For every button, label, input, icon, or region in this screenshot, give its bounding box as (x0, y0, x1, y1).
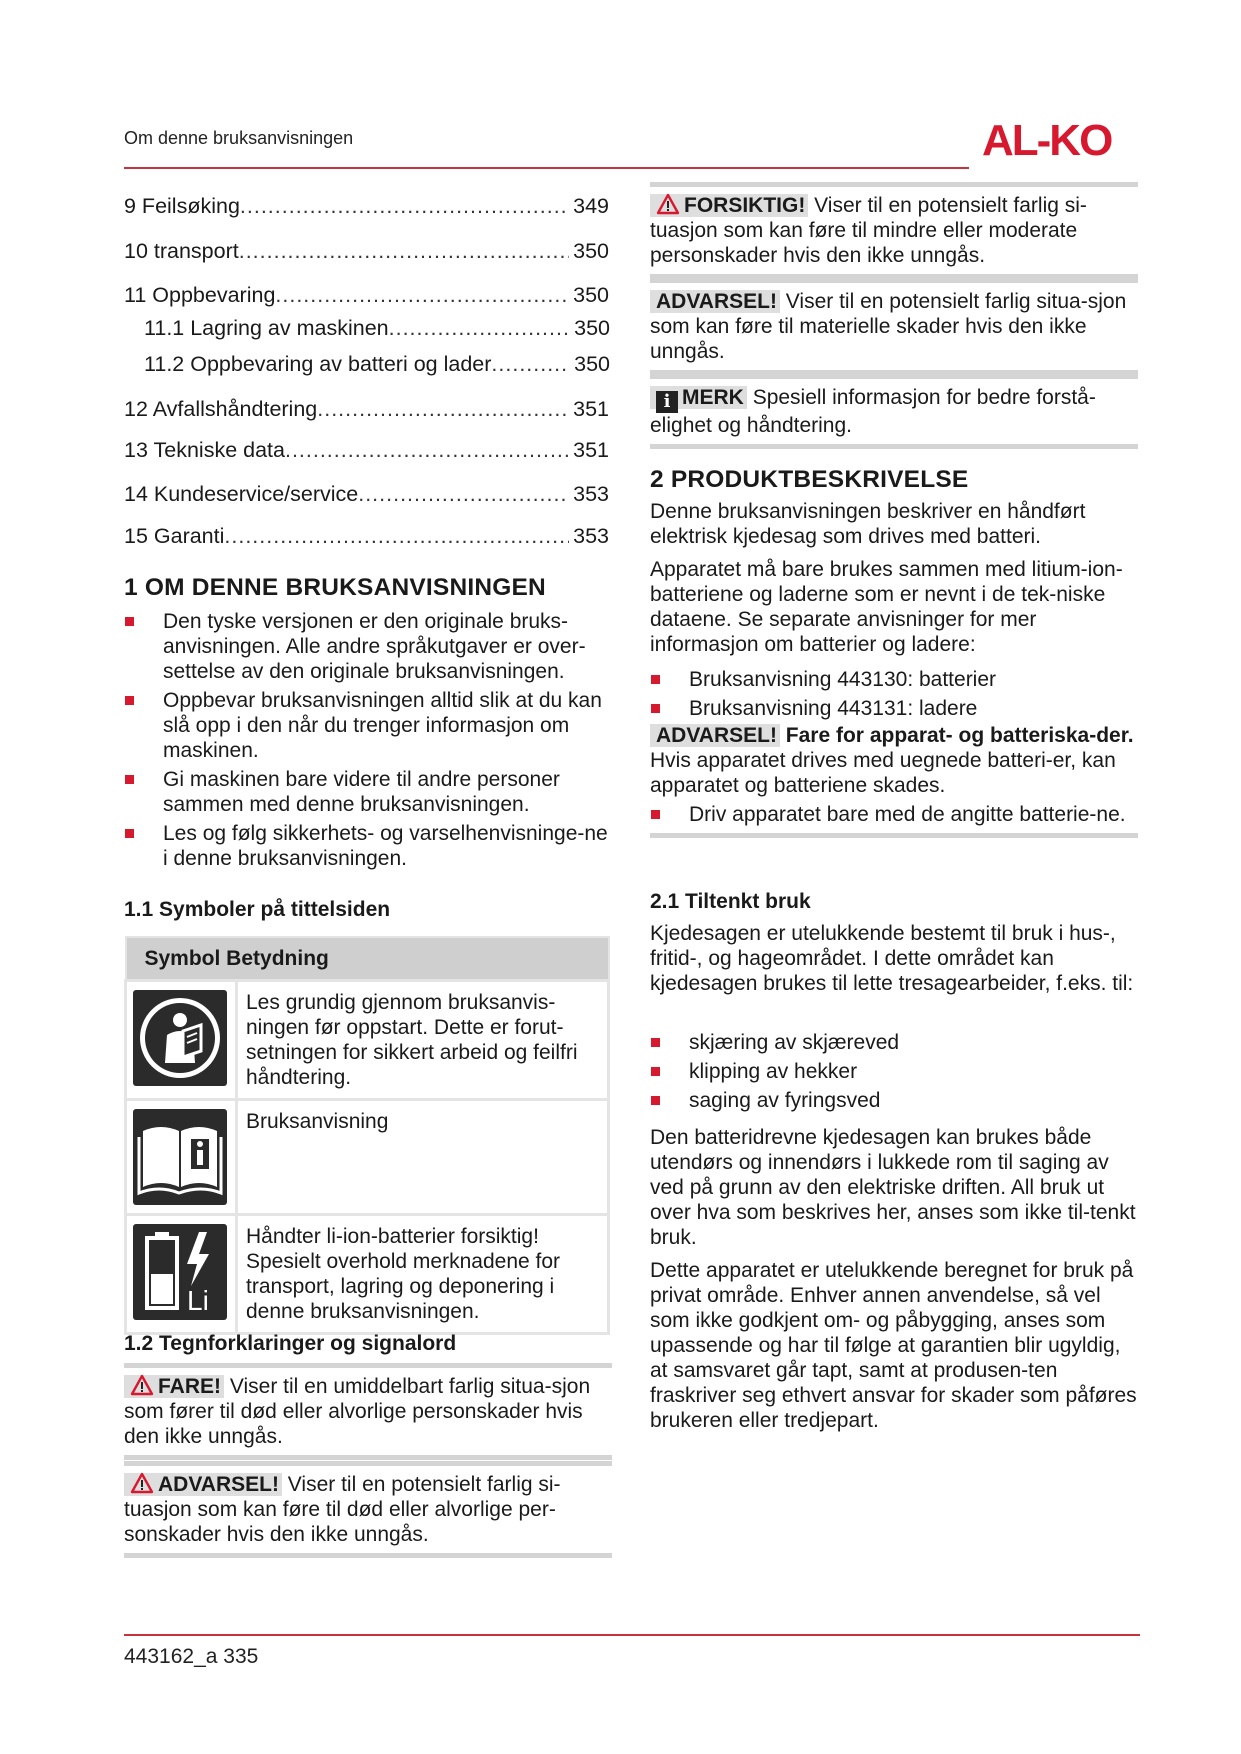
section-heading: 1 OM DENNE BRUKSANVISNINGEN (124, 574, 546, 601)
table-row (126, 1215, 609, 1334)
brand-logo: AL-KO (982, 116, 1112, 165)
toc-entry[interactable]: 12 Avfallshåndtering ..... 351 (124, 397, 609, 422)
toc-subentry[interactable]: 11.1 Lagring av maskinen ..... 350 (144, 316, 610, 341)
paragraph: Den batteridrevne kjedesagen kan brukes både utendørs og innendørs i lukkede rom til saging av ved på grunn av den elektriske driften. All bruk ut over hva som beskrives her, anses som ikke til-tenkt bruk. (650, 1126, 1136, 1249)
footer-rule (124, 1634, 1140, 1636)
list-item: Gi maskinen bare videre til andre personer sammen med denne bruksanvisningen. (124, 767, 614, 817)
warning-triangle-icon (130, 1374, 154, 1396)
list-item: klipping av hekker (650, 1059, 1138, 1084)
subsection-heading: 1.1 Symboler på tittelsiden (124, 898, 391, 921)
section-heading: 2 PRODUKTBESKRIVELSE (650, 466, 969, 493)
table-row (126, 1100, 609, 1215)
toc-entry[interactable]: 13 Tekniske data ..... 351 (124, 438, 609, 463)
use-list (650, 1030, 1138, 1117)
page-header-title: Om denne bruksanvisningen (124, 128, 354, 148)
warning-triangle-icon (656, 193, 680, 215)
subsection-heading: 1.2 Tegnforklaringer og signalord (124, 1332, 457, 1355)
toc-entry[interactable]: 10 transport ..... 350 (124, 239, 609, 264)
toc-subentry[interactable]: 11.2 Oppbevaring av batteri og lader ..... 350 (144, 352, 610, 377)
intro-bullet-list (124, 609, 614, 875)
list-item: Les og følg sikkerhets- og varselhenvisninge-ne i denne bruksanvisningen. (124, 821, 614, 871)
paragraph: Kjedesagen er utelukkende bestemt til bruk i hus-, fritid-, og hageområdet. I dette området kan kjedesagen brukes til lette tresagearbeider, f.eks. til: (650, 922, 1134, 995)
list-item: Oppbevar bruksanvisningen alltid slik at du kan slå opp i den når du trenger informasjon om maskinen. (124, 688, 614, 763)
li-ion-battery-icon (133, 1224, 227, 1320)
list-item: Den tyske versjonen er den originale bruks-anvisningen. Alle andre språkutgaver er over-settelse av den originale bruksanvisningen. (124, 609, 614, 684)
paragraph: Denne bruksanvisningen beskriver en håndført elektrisk kjedesag som drives med batteri. (650, 500, 1086, 548)
toc-entry[interactable]: 11 Oppbevaring ..... 350 (124, 283, 609, 308)
notice-advarsel: ADVARSEL! Fare for apparat- og batteriska-der. Hvis apparatet drives med uegnede batteri-er, kan apparatet og batteriene skades. Driv apparatet bare med de angitte batterie-ne. (650, 723, 1138, 838)
paragraph: Apparatet må bare brukes sammen med litium-ion-batteriene og laderne som er nevnt i de tek-niske dataene. Se separate anvisninger for mer informasjon om batterier og ladere: (650, 558, 1123, 656)
page-footer: 443162_a 335 (124, 1645, 259, 1668)
table-cell: Håndter li-ion-batterier forsiktig! Spesielt overhold merknadene for transport, lagring og deponering i denne bruksanvisningen. (237, 1215, 609, 1334)
table-cell: Les grundig gjennom bruksanvis-ningen før oppstart. Dette er forut-setningen for sikkert arbeid og feilfri håndtering. (237, 981, 609, 1100)
warning-triangle-icon (130, 1472, 154, 1494)
symbol-table (124, 936, 610, 1335)
manual-list (650, 667, 1138, 725)
signal-word-merk: i MERK Spesiell informasjon for bedre forstå-elighet og håndtering. (650, 374, 1138, 449)
table-cell: Bruksanvisning (237, 1100, 609, 1215)
manual-info-icon (133, 1109, 227, 1205)
subsection-heading: 2.1 Tiltenkt bruk (650, 890, 811, 913)
list-item: Bruksanvisning 443130: batterier (650, 667, 1138, 692)
signal-word-advarsel: ADVARSEL! Viser til en potensielt farlig si-tuasjon som kan føre til død eller alvorlige per-sonskader hvis den ikke unngås. (124, 1461, 612, 1558)
list-item: Driv apparatet bare med de angitte batterie-ne. (650, 802, 1138, 827)
paragraph: Dette apparatet er utelukkende beregnet for bruk på privat område. Enhver annen anvendelse, så vel som ikke godkjent om- og påbygging, anses som upassende og har til følge at garantien blir ugyldig, at samsvaret går tapt, samt at produsen-ten fraskriver seg ethvert ansvar for skader som påføres brukeren eller tredjepart. (650, 1259, 1137, 1432)
header-rule (124, 167, 969, 169)
toc-entry[interactable]: 9 Feilsøking ..... 349 (124, 194, 609, 219)
table-row (126, 981, 609, 1100)
toc-entry[interactable]: 14 Kundeservice/service ..... 353 (124, 482, 609, 507)
signal-word-fare: FARE! Viser til en umiddelbart farlig situa-sjon som fører til død eller alvorlige personskader hvis den ikke unngås. (124, 1363, 612, 1460)
table-header: Symbol Betydning (126, 937, 609, 981)
signal-word-advarsel-material: ADVARSEL! Viser til en potensielt farlig situa-sjon som kan føre til materielle skader hvis den ikke unngås. (650, 278, 1138, 375)
signal-word-forsiktig: FORSIKTIG! Viser til en potensielt farlig si-tuasjon som kan føre til mindre eller moderate personskader hvis den ikke unngås. (650, 182, 1138, 279)
info-icon: i (656, 391, 678, 413)
read-manual-icon (133, 990, 227, 1086)
list-item: saging av fyringsved (650, 1088, 1138, 1113)
list-item: Bruksanvisning 443131: ladere (650, 696, 1138, 721)
list-item: skjæring av skjæreved (650, 1030, 1138, 1055)
svg-text:Li: Li (187, 1285, 209, 1316)
toc-entry[interactable]: 15 Garanti ..... 353 (124, 524, 609, 549)
